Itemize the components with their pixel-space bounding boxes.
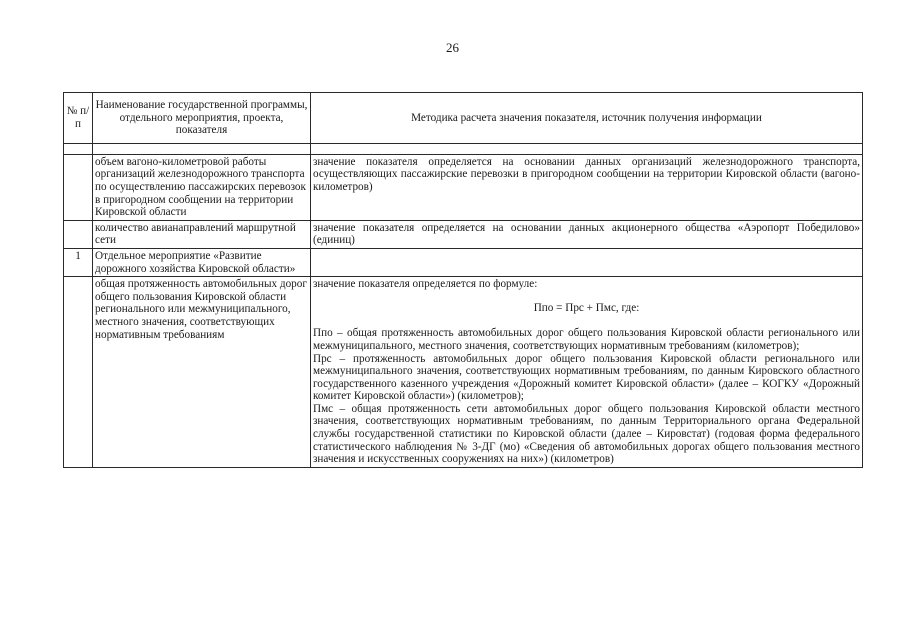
spacer-cell — [93, 143, 311, 154]
page-number: 26 — [446, 40, 459, 55]
row-name: объем вагоно-километровой работы организаций железнодорожного транспорта по осуществлению пассажирских перевозок в пригородном сообщении на территории Кировской области — [93, 154, 311, 220]
row-num — [64, 220, 93, 248]
formula-intro: значение показателя определяется по формуле: — [313, 278, 538, 291]
table-spacer-row — [64, 143, 863, 154]
formula: Ппо = Прс + Пмс, где: — [533, 301, 640, 314]
header-name: Наименование государственной программы, отдельного мероприятия, проекта, показателя — [93, 93, 311, 144]
row-name: Отдельное мероприятие «Развитие дорожного хозяйства Кировской области» — [93, 248, 311, 276]
definition-prs: Прс – протяженность автомобильных дорог общего пользования Кировской области регионального или межмуниципального значения, соответствующих нормативным требованиям, по данным Кировского областного государственного казенного учреждения «Дорожный комитет Кировской области» (далее – КОГКУ «Дорожный комитет Кировской области») (километров); — [313, 352, 860, 403]
row-method — [311, 277, 863, 468]
spacer-cell — [311, 143, 863, 154]
table-row — [64, 154, 863, 220]
table-row — [64, 220, 863, 248]
row-name: общая протяженность автомобильных дорог общего пользования Кировской области регионального или межмуниципального, местного значения, соответствующих нормативным требованиям — [93, 277, 311, 468]
definition-pms: Пмс – общая протяженность сети автомобильных дорог общего пользования Кировской области местного значения, соответствующих нормативным требованиям, по данным Территориального органа Федеральной службы государственной статистики по Кировской области (далее – Кировстат) (годовая форма федерального статистического наблюдения № 3-ДГ (мо) «Сведения об автомобильных дорогах общего пользования местного значения и искусственных сооружениях на них») (километров) — [313, 402, 860, 466]
header-method: Методика расчета значения показателя, источник получения информации — [311, 93, 863, 144]
header-num: № п/п — [64, 93, 93, 144]
row-num — [64, 277, 93, 468]
definition-ppo: Ппо – общая протяженность автомобильных дорог общего пользования Кировской области регионального или межмуниципального, местного значения, соответствующих нормативным требованиям (километров); — [313, 327, 860, 352]
indicator-table — [63, 92, 863, 468]
row-method — [311, 248, 863, 276]
table-row-formula — [64, 277, 863, 468]
row-name: количество авианаправлений маршрутной сети — [93, 220, 311, 248]
row-method: значение показателя определяется на основании данных акционерного общества «Аэропорт Победилово» (единиц) — [311, 220, 863, 248]
table-header-row — [64, 93, 863, 144]
row-method: значение показателя определяется на основании данных организаций железнодорожного транспорта, осуществляющих пассажирские перевозки в пригородном сообщении на территории Кировской области (вагоно-километров) — [311, 154, 863, 220]
row-num: 1 — [64, 248, 93, 276]
spacer-cell — [64, 143, 93, 154]
table-row — [64, 248, 863, 276]
row-num — [64, 154, 93, 220]
